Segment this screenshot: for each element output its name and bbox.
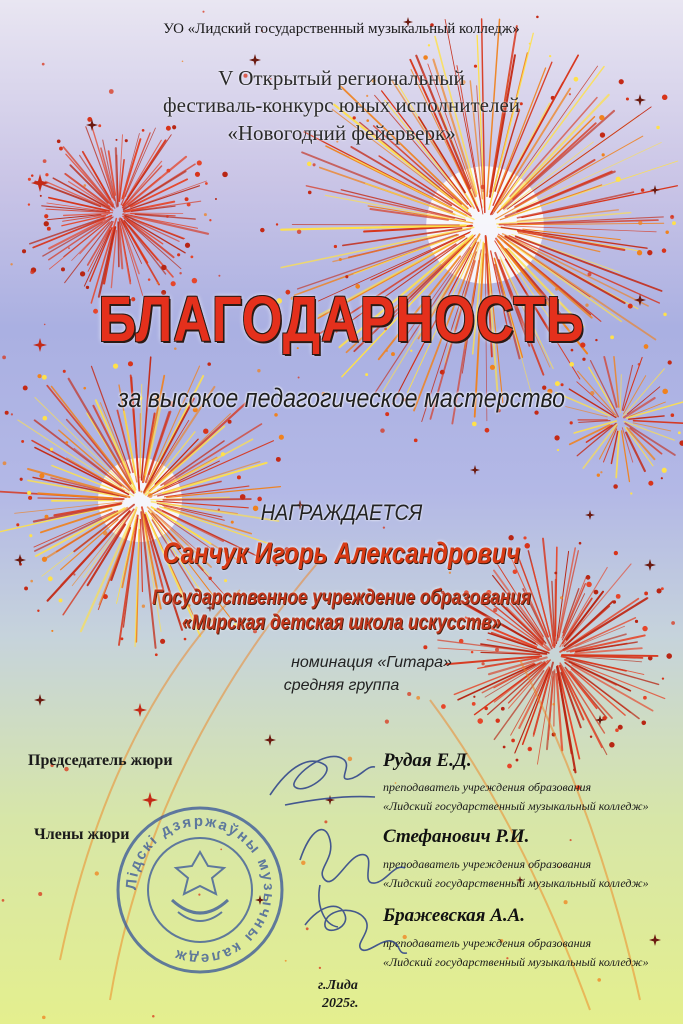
- sparkle-star-icon: [255, 895, 265, 905]
- diploma-title: БЛАГОДАРНОСТЬ: [98, 283, 585, 355]
- sparkle-star-icon: [34, 694, 46, 706]
- jury-member-name: Стефанович Р.И.: [383, 826, 530, 847]
- diploma-subtitle: за высокое педагогическое мастерство: [117, 383, 566, 413]
- sparkle-star-icon: [470, 465, 480, 475]
- sparkle-star-icon: [14, 554, 26, 566]
- jury-member-institution: «Лидский государственный музыкальный колледж»: [383, 876, 649, 890]
- institution-line-2: «Мирская детская школа искусств»: [181, 611, 501, 634]
- sparkle-star-icon: [650, 185, 660, 195]
- sparkle-star-icon: [133, 703, 147, 717]
- sparkle-star-icon: [31, 174, 49, 192]
- jury-member-name: Бражевская А.А.: [383, 905, 526, 926]
- recipient-name: Санчук Игорь Александрович: [162, 537, 521, 570]
- institution-line-1: Государственное учреждение образования: [152, 586, 531, 609]
- jury-chair-label: Председатель жюри: [28, 752, 173, 769]
- age-group: средняя группа: [283, 677, 400, 694]
- sparkle-star-icon: [33, 338, 47, 352]
- jury-member-institution: «Лидский государственный музыкальный колледж»: [383, 955, 649, 969]
- svg-text:Лідскі дзяржаўны музычны калед: Лідскі дзяржаўны музычны каледж: [122, 812, 278, 968]
- jury-member-name: Рудая Е.Д.: [383, 750, 472, 771]
- festival-line-1: V Открытый региональный: [218, 66, 465, 90]
- college-header: УО «Лидский государственный музыкальный колледж»: [163, 21, 520, 37]
- sparkle-star-icon: [249, 54, 261, 66]
- year: 2025г.: [322, 996, 359, 1011]
- sparkle-star-icon: [649, 934, 661, 946]
- festival-line-2: фестиваль-конкурс юных исполнителей: [162, 93, 521, 117]
- sparkle-star-icon: [644, 559, 656, 571]
- festival-line-3: «Новогодний фейерверк»: [227, 121, 456, 145]
- jury-member-institution: «Лидский государственный музыкальный колледж»: [383, 799, 649, 813]
- sparkle-star-icon: [142, 792, 158, 808]
- firework-burst-icon: [542, 335, 683, 494]
- awarded-label: НАГРАЖДАЕТСЯ: [260, 500, 423, 525]
- jury-members-label: Члены жюри: [34, 826, 130, 843]
- jury-member-position: преподаватель учреждения образования: [383, 780, 592, 794]
- sparkle-star-icon: [325, 795, 335, 805]
- city: г.Лида: [318, 978, 358, 993]
- jury-member-position: преподаватель учреждения образования: [383, 857, 592, 871]
- nomination: номинация «Гитара»: [291, 654, 452, 671]
- sparkle-star-icon: [264, 734, 276, 746]
- jury-member-position: преподаватель учреждения образования: [383, 936, 592, 950]
